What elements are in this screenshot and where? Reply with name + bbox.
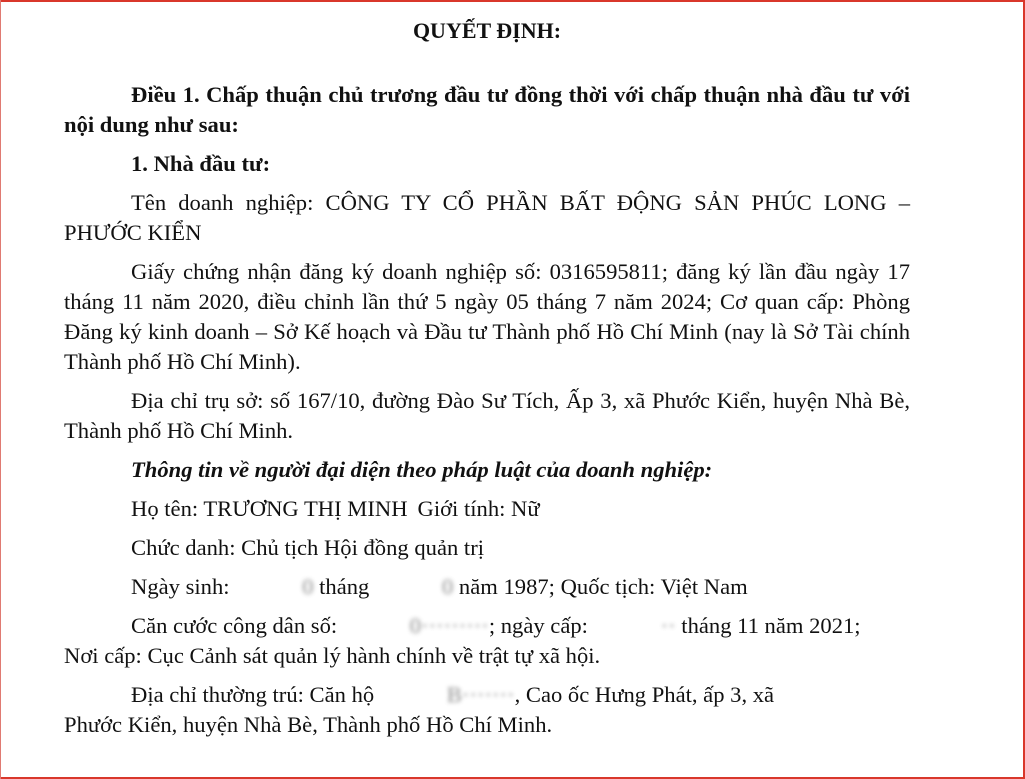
representative-name-line — [64, 494, 910, 524]
document-page — [64, 14, 910, 740]
representative-address — [64, 680, 910, 740]
dob-day-redacted: 0 — [302, 574, 314, 599]
dob-month-redacted: 0 — [441, 574, 454, 599]
representative-name: Họ tên: TRƯƠNG THỊ MINH — [131, 496, 408, 521]
representative-id — [64, 611, 910, 671]
dob-suffix: năm 1987; Quốc tịch: Việt Nam — [453, 574, 748, 599]
representative-position: Chức danh: Chủ tịch Hội đồng quản trị — [131, 535, 484, 560]
article-1: Điều 1. Chấp thuận chủ trương đầu tư đồng thời với chấp thuận nhà đầu tư với nội dung như sau: — [64, 82, 910, 137]
id-issuer: Nơi cấp: Cục Cảnh sát quản lý hành chính về trật tự xã hội. — [64, 643, 601, 668]
id-prefix: Căn cước công dân số: — [131, 613, 343, 638]
business-registration: Giấy chứng nhận đăng ký doanh nghiệp số: 0316595811; đăng ký lần đầu ngày 17 tháng 11 năm 2020, điều chỉnh lần thứ 5 ngày 05 tháng 7 năm 2024; Cơ quan cấp: Phòng Đăng ký kinh doanh – Sở Kế hoạch và Đầu tư Thành phố Hồ Chí Minh (nay là Sở Tài chính Thành phố Hồ Chí Minh). — [64, 259, 910, 374]
representative-gender: Giới tính: Nữ — [417, 496, 540, 521]
representative-dob — [64, 572, 910, 602]
id-issue-label: ; ngày cấp: — [488, 613, 594, 638]
address-suffix: , Cao ốc Hưng Phát, ấp 3, xã — [514, 682, 775, 707]
representative-heading: Thông tin về người đại diện theo pháp luật của doanh nghiệp: — [131, 457, 713, 482]
head-office-address: Địa chỉ trụ sở: số 167/10, đường Đào Sư Tích, Ấp 3, xã Phước Kiển, huyện Nhà Bè, Thành phố Hồ Chí Minh. — [64, 388, 910, 443]
company-name: Tên doanh nghiệp: CÔNG TY CỔ PHẦN BẤT ĐỘNG SẢN PHÚC LONG – PHƯỚC KIỂN — [64, 190, 910, 245]
id-suffix: tháng 11 năm 2021; — [675, 613, 861, 638]
id-number-redacted: 0········· — [409, 613, 489, 638]
address-redacted: B······· — [446, 682, 515, 707]
document-title: QUYẾT ĐỊNH: — [412, 18, 562, 43]
frame-left-border — [0, 0, 1, 779]
dob-month-label: tháng — [313, 574, 375, 599]
id-day-redacted: ·· — [660, 613, 676, 638]
dob-prefix: Ngày sinh: — [131, 574, 236, 599]
address-prefix: Địa chỉ thường trú: Căn hộ — [131, 682, 380, 707]
section-1-heading: 1. Nhà đầu tư: — [131, 151, 271, 176]
address-line-2: Phước Kiển, huyện Nhà Bè, Thành phố Hồ Chí Minh. — [64, 712, 553, 737]
frame-top-border — [0, 0, 1025, 2]
